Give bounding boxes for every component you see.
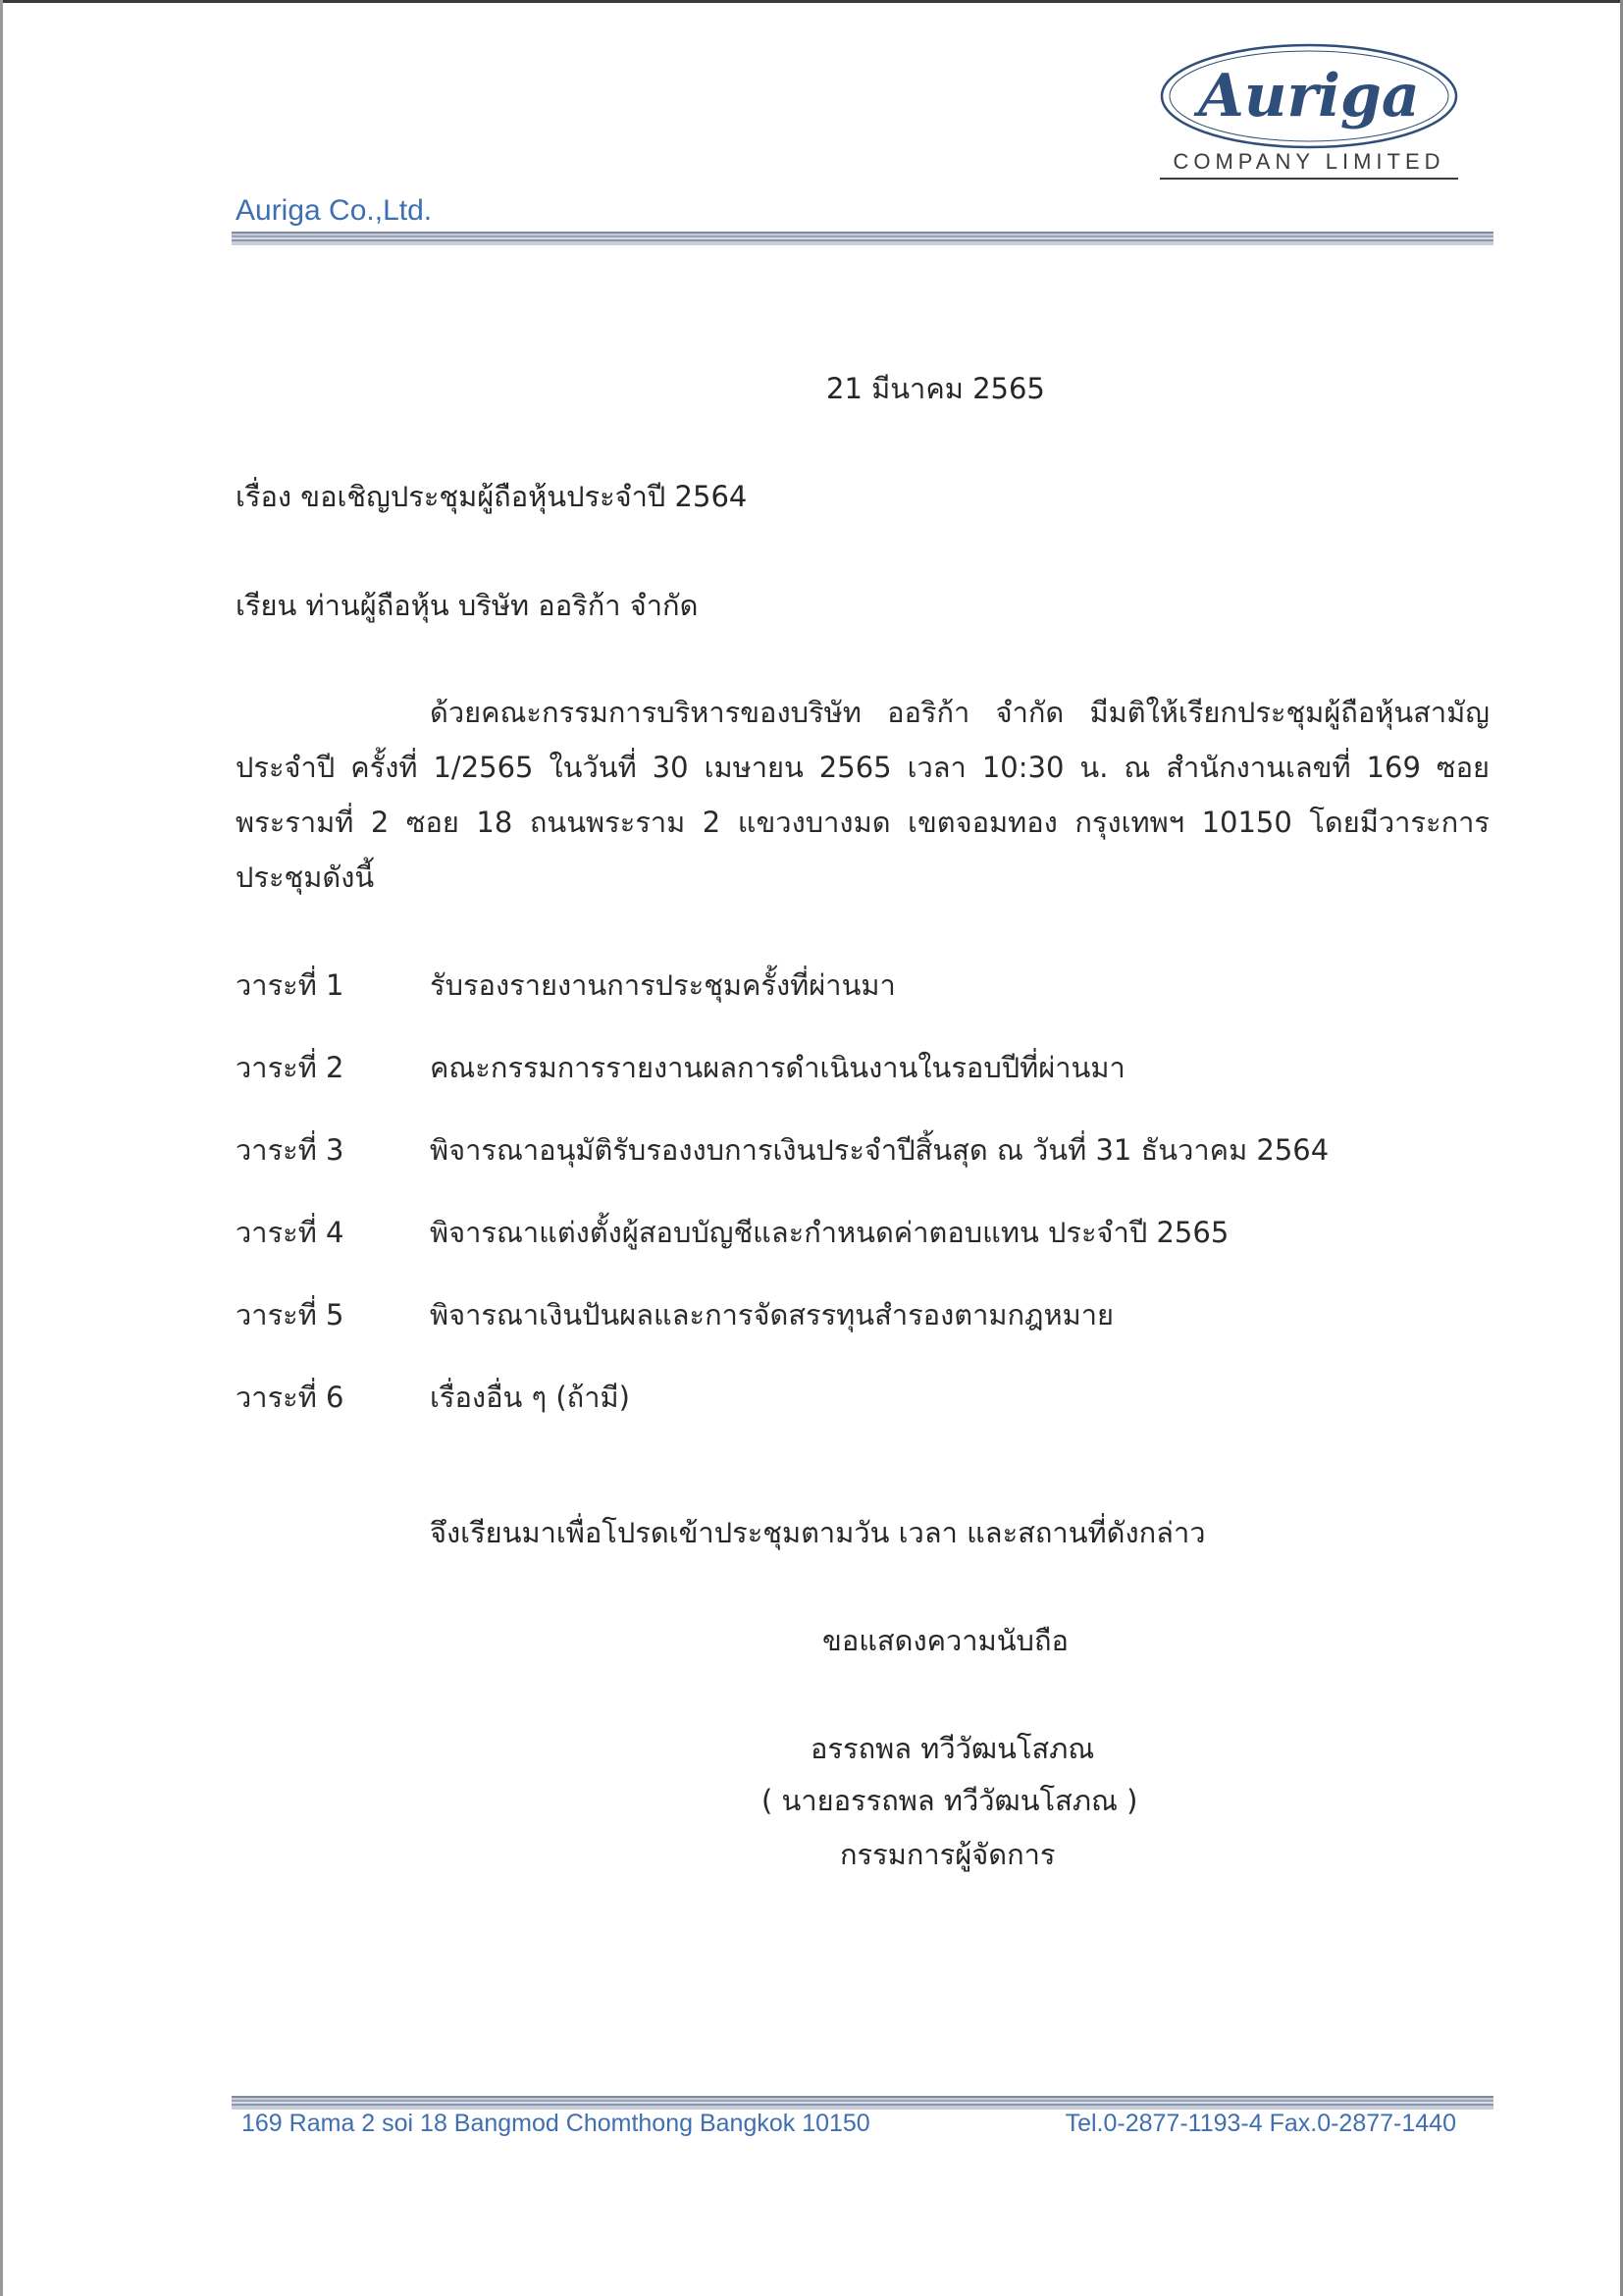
body-line: ด้วยคณะกรรมการบริหารของบริษัท ออริก้า จำกัด มีมติให้เรียกประชุมผู้ถือหุ้นสามัญ	[430, 696, 1490, 729]
signature-full-name: ( นายอรรถพล ทวีวัฒนโสภณ )	[761, 1784, 1138, 1817]
agenda-text: คณะกรรมการรายงานผลการดำเนินงานในรอบปีที่ผ่านมา	[430, 1051, 1126, 1084]
body-line: พระรามที่ 2 ซอย 18 ถนนพระราม 2 แขวงบางมด เขตจอมทอง กรุงเทพฯ 10150 โดยมีวาระการ	[236, 806, 1490, 839]
logo-graphic	[1156, 35, 1462, 183]
agenda-item	[236, 1295, 1315, 1378]
page-border-left	[0, 0, 3, 2296]
agenda-item	[236, 1213, 1315, 1295]
agenda-text: รับรองรายงานการประชุมครั้งที่ผ่านมา	[430, 968, 896, 1002]
agenda-label: วาระที่ 4	[236, 1216, 344, 1249]
footer-rule	[232, 2096, 1493, 2110]
body-line: ประจำปี ครั้งที่ 1/2565 ในวันที่ 30 เมษายน 2565 เวลา 10:30 น. ณ สำนักงานเลขที่ 169 ซอย	[236, 751, 1490, 784]
company-name: Auriga Co.,Ltd.	[236, 194, 433, 227]
footer-address: 169 Rama 2 soi 18 Bangmod Chomthong Bangkok 10150	[241, 2110, 870, 2137]
agenda-text: พิจารณาอนุมัติรับรองงบการเงินประจำปีสิ้นสุด ณ วันที่ 31 ธันวาคม 2564	[430, 1133, 1330, 1167]
letter-date: 21 มีนาคม 2565	[826, 372, 1045, 405]
agenda-list	[236, 965, 1330, 1460]
agenda-text: พิจารณาเงินปันผลและการจัดสรรทุนสำรองตามกฎหมาย	[430, 1298, 1115, 1331]
agenda-label: วาระที่ 6	[236, 1381, 344, 1414]
body-paragraph	[236, 693, 1490, 913]
signature-name: อรรถพล ทวีวัฒนโสภณ	[811, 1732, 1095, 1765]
header-rule	[232, 232, 1493, 245]
body-line: ประชุมดังนี้	[236, 861, 375, 894]
agenda-label: วาระที่ 5	[236, 1298, 344, 1331]
agenda-label: วาระที่ 1	[236, 968, 344, 1002]
logo-wordmark: Auriga	[1198, 62, 1420, 130]
regards-line: ขอแสดงความนับถือ	[822, 1624, 1069, 1657]
footer-contact: Tel.0-2877-1193-4 Fax.0-2877-1440	[1065, 2110, 1456, 2137]
page-border-top	[0, 0, 1623, 3]
letter-salutation: เรียน ท่านผู้ถือหุ้น บริษัท ออริก้า จำกัด	[236, 589, 699, 622]
agenda-item	[236, 1048, 1315, 1130]
agenda-text: พิจารณาแต่งตั้งผู้สอบบัญชีและกำหนดค่าตอบแทน ประจำปี 2565	[430, 1216, 1230, 1249]
agenda-item	[236, 1130, 1330, 1213]
logo-tagline: COMPANY LIMITED	[1173, 149, 1445, 174]
signature-title: กรรมการผู้จัดการ	[840, 1838, 1056, 1871]
agenda-label: วาระที่ 3	[236, 1133, 344, 1167]
agenda-item	[236, 965, 1315, 1048]
closing-line: จึงเรียนมาเพื่อโปรดเข้าประชุมตามวัน เวลา และสถานที่ดังกล่าว	[430, 1516, 1206, 1549]
agenda-text: เรื่องอื่น ๆ (ถ้ามี)	[430, 1381, 630, 1414]
agenda-item	[236, 1378, 1315, 1460]
letter-subject: เรื่อง ขอเชิญประชุมผู้ถือหุ้นประจำปี 2564	[236, 480, 748, 513]
company-logo	[1156, 35, 1462, 183]
agenda-label: วาระที่ 2	[236, 1051, 344, 1084]
